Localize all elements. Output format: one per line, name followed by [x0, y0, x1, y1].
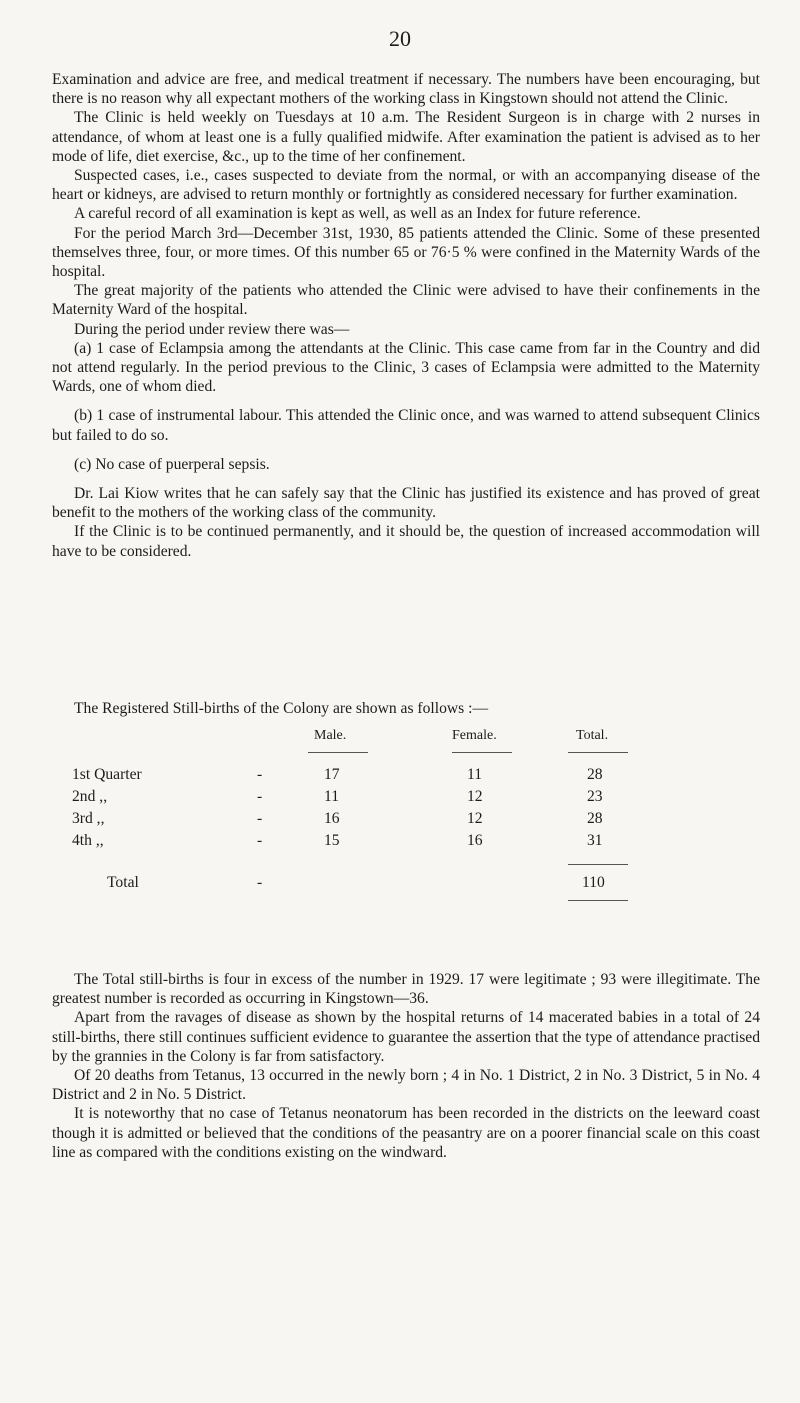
- cell-female: 16: [467, 832, 483, 849]
- cell-male: 17: [324, 766, 340, 783]
- paragraph: The Clinic is held weekly on Tuesdays at 10 a.m. The Resident Surgeon is in charge with 2 nurses in attendance, of whom at least one is a fully qualified midwife. After examination the patient is advised as to her mode of life, diet exercise, &c., up to the time of her confinement.: [52, 109, 760, 165]
- body-text: [52, 70, 760, 561]
- row-dash: -: [257, 788, 263, 805]
- total-value: 110: [582, 874, 605, 891]
- cell-male: 11: [324, 788, 340, 805]
- paragraph: A careful record of all examination is kept as well, as well as an Index for future reference.: [74, 205, 641, 223]
- cell-total: 28: [587, 766, 603, 783]
- closing-text: [52, 970, 760, 1162]
- paragraph: The great majority of the patients who attended the Clinic were advised to have their confinements in the Maternity Ward of the hospital.: [52, 282, 760, 319]
- header-rule: [568, 752, 628, 753]
- page-number: 20: [389, 26, 411, 51]
- cell-total: 28: [587, 810, 603, 827]
- row-dash: -: [257, 832, 263, 849]
- total-label: Total: [107, 874, 139, 891]
- cell-male: 15: [324, 832, 340, 849]
- paragraph: Dr. Lai Kiow writes that he can safely say that the Clinic has justified its existence and has proved of great benefit to the mothers of the working class of the community.: [52, 485, 760, 522]
- row-label: 4th ,,: [72, 832, 104, 849]
- total-rule: [568, 864, 628, 865]
- paragraph: Examination and advice are free, and medical treatment if necessary. The numbers have been encouraging, but there is no reason why all expectant mothers of the working class in Kingstown should not attend the Clinic.: [52, 71, 760, 108]
- cell-female: 12: [467, 788, 483, 805]
- cell-male: 16: [324, 810, 340, 827]
- row-dash: -: [257, 766, 263, 783]
- cell-total: 23: [587, 788, 603, 805]
- row-label: 1st Quarter: [72, 766, 142, 783]
- header-rule: [308, 752, 368, 753]
- table-intro: The Registered Still-births of the Colony are shown as follows :—: [74, 700, 489, 717]
- header-female: Female.: [452, 728, 497, 743]
- paragraph: (a) 1 case of Eclampsia among the attendants at the Clinic. This case came from far in the Country and did not attend regularly. In the period previous to the Clinic, 3 cases of Eclampsia were admitted to the Maternity Wards, one of whom died.: [52, 339, 760, 396]
- total-dash: -: [257, 874, 263, 891]
- header-rule: [452, 752, 512, 753]
- paragraph: It is noteworthy that no case of Tetanus neonatorum has been recorded in the districts on the leeward coast though it is admitted or believed that the conditions of the peasantry are on a poorer financial scale on this coast line as compared with the conditions existing on the windward.: [52, 1105, 760, 1161]
- cell-total: 31: [587, 832, 603, 849]
- header-male: Male.: [314, 728, 347, 743]
- row-label: 3rd ,,: [72, 810, 105, 827]
- cell-female: 11: [467, 766, 483, 783]
- paragraph: If the Clinic is to be continued permanently, and it should be, the question of increased accommodation will have to be considered.: [52, 523, 760, 560]
- total-rule: [568, 900, 628, 901]
- paragraph: Apart from the ravages of disease as shown by the hospital returns of 14 macerated babies in a total of 24 still-births, there still continues sufficient evidence to guarantee the assertion that the type of attendance practised by the grannies in the Colony is far from satisfactory.: [52, 1009, 760, 1065]
- paragraph: For the period March 3rd—December 31st, 1930, 85 patients attended the Clinic. Some of these presented themselves three, four, or more times. Of this number 65 or 76·5 % were confined in the Maternity Wards of the hospital.: [52, 224, 760, 281]
- paragraph: During the period under review there was—: [74, 320, 350, 338]
- header-total: Total.: [576, 728, 609, 743]
- paragraph: (b) 1 case of instrumental labour. This attended the Clinic once, and was warned to attend subsequent Clinics but failed to do so.: [52, 407, 760, 444]
- paragraph: Suspected cases, i.e., cases suspected to deviate from the normal, or with an accompanying disease of the heart or kidneys, are advised to return monthly or fortnightly as considered necessary for further examination.: [52, 167, 760, 204]
- cell-female: 12: [467, 810, 483, 827]
- paragraph: Of 20 deaths from Tetanus, 13 occurred in the newly born ; 4 in No. 1 District, 2 in No. 3 District, 5 in No. 4 District and 2 in No. 5 District.: [52, 1067, 760, 1104]
- row-dash: -: [257, 810, 263, 827]
- row-label: 2nd ,,: [72, 788, 108, 805]
- paragraph: (c) No case of puerperal sepsis.: [74, 455, 270, 473]
- paragraph: The Total still-births is four in excess of the number in 1929. 17 were legitimate ; 93 were illegitimate. The greatest number is recorded as occurring in Kingstown—36.: [52, 971, 760, 1008]
